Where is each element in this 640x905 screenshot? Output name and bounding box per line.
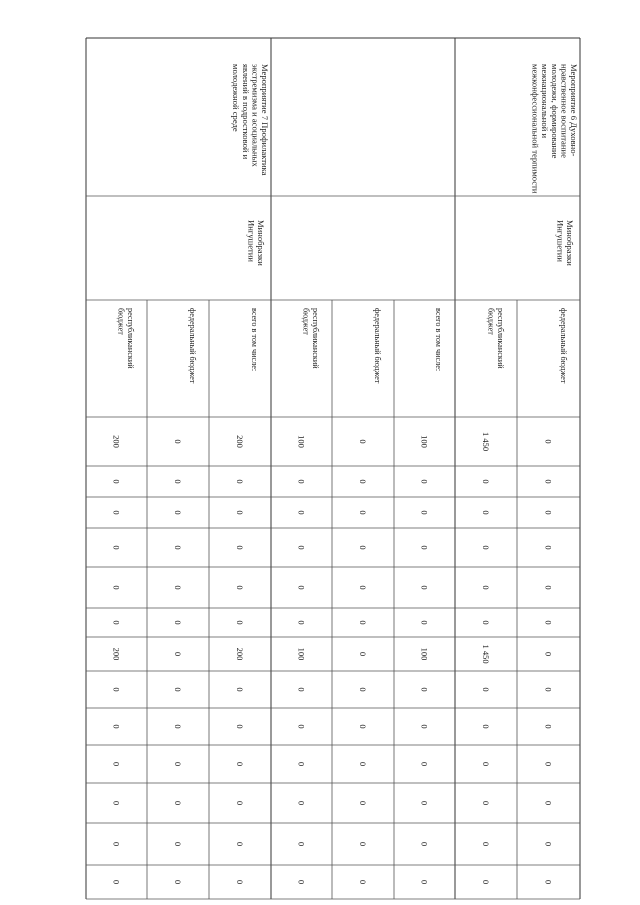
budget-value-cell: 0 (111, 724, 122, 729)
budget-value-cell: 0 (358, 620, 368, 625)
budget-value-cell: 0 (419, 879, 430, 885)
budget-value-cell: 0 (543, 585, 554, 590)
measure-7-title (231, 64, 270, 176)
measure-7-executor-line: Минобразки (256, 220, 266, 266)
budget-value-cell: 0 (235, 841, 245, 847)
budget-row-label-line: федеральный бюджет (559, 308, 568, 384)
budget-value-cell: 0 (296, 841, 307, 847)
budget-value-cell: 0 (419, 510, 430, 515)
measure-7-executor (246, 220, 266, 266)
budget-value-cell: 0 (296, 687, 307, 692)
budget-value-cell: 0 (111, 800, 122, 806)
budget-row-label-line: федеральный бюджет (188, 308, 197, 384)
budget-value-cell: 0 (481, 585, 491, 590)
budget-value-cell: 0 (296, 545, 307, 550)
budget-value-cell: 0 (296, 620, 307, 625)
budget-value-cell: 0 (543, 724, 554, 729)
budget-value-cell: 0 (173, 724, 183, 729)
budget-value-cell: 1 450 (481, 431, 491, 452)
budget-value-cell: 0 (419, 620, 430, 625)
budget-value-cell: 0 (111, 545, 122, 550)
budget-value-cell: 0 (173, 479, 183, 484)
budget-value-cell: 0 (419, 585, 430, 590)
budget-value-cell: 0 (481, 724, 491, 729)
budget-value-cell: 0 (111, 841, 122, 847)
budget-row-label (250, 308, 259, 371)
budget-value-cell: 100 (296, 647, 307, 661)
budget-value-cell: 0 (173, 620, 183, 625)
budget-value-cell: 0 (543, 545, 554, 550)
measure-6-title-line: нравственное воспитание (559, 64, 570, 158)
budget-value-cell: 0 (543, 879, 554, 885)
budget-value-cell: 100 (296, 435, 307, 448)
budget-value-cell: 100 (419, 435, 430, 448)
budget-value-cell: 0 (358, 439, 368, 444)
budget-value-cell: 0 (358, 687, 368, 692)
budget-value-cell: 0 (481, 687, 491, 692)
budget-value-cell: 0 (543, 439, 554, 444)
budget-value-cell: 0 (419, 841, 430, 847)
budget-value-cell: 0 (358, 879, 368, 885)
budget-value-cell: 0 (111, 510, 122, 515)
budget-value-cell: 0 (358, 585, 368, 590)
budget-value-cell: 0 (235, 687, 245, 692)
budget-value-cell: 0 (111, 687, 122, 692)
budget-value-cell: 0 (173, 761, 183, 767)
budget-value-cell: 0 (173, 879, 183, 885)
budget-value-cell: 0 (358, 724, 368, 729)
budget-value-cell: 0 (296, 724, 307, 729)
measure-6-title-line: молодежи, формирование (549, 64, 560, 159)
measure-6-executor-line: Минобразки (565, 220, 575, 266)
table-grid (86, 38, 580, 899)
budget-value-cell: 0 (481, 879, 491, 885)
budget-value-cell: 0 (481, 761, 491, 767)
budget-row-label-line: республиканский (126, 308, 135, 369)
budget-value-cell: 0 (543, 800, 554, 806)
budget-value-cell: 100 (419, 647, 430, 661)
budget-value-cell: 0 (481, 841, 491, 847)
budget-value-cell: 0 (296, 510, 307, 515)
budget-value-cell: 0 (481, 479, 491, 484)
budget-value-cell: 0 (543, 841, 554, 847)
measure-7-title-line: явлений в подростковой и (240, 64, 251, 160)
budget-row-label (559, 308, 568, 384)
budget-value-cell: 0 (235, 479, 245, 484)
table-content (112, 64, 580, 884)
budget-value-cell: 0 (358, 800, 368, 806)
budget-value-cell: 0 (173, 585, 183, 590)
budget-value-cell: 0 (419, 724, 430, 729)
measure-7-title-line: Мероприятие 7 Профилактика (260, 64, 270, 176)
budget-row-label (301, 308, 320, 369)
budget-value-cell: 0 (358, 651, 368, 657)
measure-7-executor-line: Ингушетии (246, 220, 257, 263)
budget-value-cell: 0 (173, 651, 183, 657)
budget-value-cell: 0 (173, 687, 183, 692)
budget-row-label-line: республиканский (311, 308, 320, 369)
budget-value-cell: 0 (419, 479, 430, 484)
budget-value-cell: 0 (481, 510, 491, 515)
budget-value-cell: 0 (235, 724, 245, 729)
budget-value-cell: 0 (173, 545, 183, 550)
budget-value-cell: 0 (358, 761, 368, 767)
budget-value-cell: 0 (296, 879, 307, 885)
budget-row-label-line: бюджет (486, 308, 496, 335)
measure-6-title-line: Мероприятие 6 Духовно- (569, 64, 579, 157)
budget-row-label-line: бюджет (116, 308, 126, 335)
budget-value-cell: 0 (235, 879, 245, 885)
measure-6-title (531, 64, 579, 194)
budget-value-cell: 0 (543, 620, 554, 625)
budget-value-cell: 0 (358, 479, 368, 484)
budget-value-cell: 0 (173, 800, 183, 806)
budget-value-cell: 0 (543, 687, 554, 692)
budget-row-label-line: бюджет (301, 308, 311, 335)
budget-row-label (188, 308, 197, 384)
budget-value-cell: 0 (543, 479, 554, 484)
budget-value-cell: 0 (173, 439, 183, 444)
budget-row-label (116, 308, 135, 369)
measure-6-executor (555, 220, 575, 266)
budget-value-cell: 0 (358, 545, 368, 550)
budget-row-label (434, 308, 443, 371)
budget-value-cell: 0 (296, 761, 307, 767)
budget-value-cell: 0 (235, 510, 245, 515)
budget-row-label-line: всего в том числе: (434, 308, 443, 372)
budget-value-cell: 200 (235, 647, 245, 661)
budget-value-cell: 0 (111, 585, 122, 590)
measure-7-title-line: экстремизма и асоциальных (250, 64, 261, 167)
budget-value-cell: 0 (235, 545, 245, 550)
budget-value-cell: 0 (543, 510, 554, 515)
budget-row-label (373, 308, 382, 384)
budget-value-cell: 0 (111, 879, 122, 885)
budget-value-cell: 0 (173, 841, 183, 847)
budget-row-label-line: республиканский (496, 308, 505, 369)
measure-7-title-line: молодежной среде (231, 64, 242, 132)
budget-value-cell: 0 (358, 841, 368, 847)
budget-value-cell: 0 (419, 687, 430, 692)
budget-value-cell: 0 (235, 800, 245, 806)
budget-value-cell: 0 (235, 761, 245, 767)
budget-row-label-line: федеральный бюджет (373, 308, 382, 384)
budget-value-cell: 0 (481, 800, 491, 806)
budget-value-cell: 0 (235, 585, 245, 590)
budget-value-cell: 0 (419, 800, 430, 806)
budget-value-cell: 0 (235, 620, 245, 625)
budget-value-cell: 0 (543, 651, 554, 657)
budget-value-cell: 1 450 (481, 644, 491, 664)
budget-value-cell: 200 (235, 435, 245, 448)
budget-value-cell: 0 (419, 545, 430, 550)
budget-row-label-line: всего в том числе: (250, 308, 259, 372)
budget-value-cell: 0 (296, 800, 307, 806)
budget-value-cell: 0 (111, 620, 122, 625)
budget-row-label (486, 308, 505, 369)
budget-value-cell: 0 (296, 585, 307, 590)
measure-6-title-line: межконфессиональной терпимости (530, 64, 541, 194)
budget-value-cell: 0 (543, 761, 554, 767)
budget-value-cell: 0 (419, 761, 430, 767)
measure-6-title-line: межнациональной и (540, 64, 551, 139)
budget-value-cell: 0 (173, 510, 183, 515)
budget-value-cell: 0 (481, 545, 491, 550)
budget-value-cell: 0 (481, 620, 491, 625)
budget-value-cell: 200 (111, 647, 122, 661)
budget-value-cell: 200 (111, 435, 122, 448)
budget-value-cell: 0 (296, 479, 307, 484)
budget-value-cell: 0 (111, 479, 122, 484)
budget-value-cell: 0 (358, 510, 368, 515)
budget-value-cell: 0 (111, 761, 122, 767)
measure-6-executor-line: Ингушетии (555, 220, 566, 263)
